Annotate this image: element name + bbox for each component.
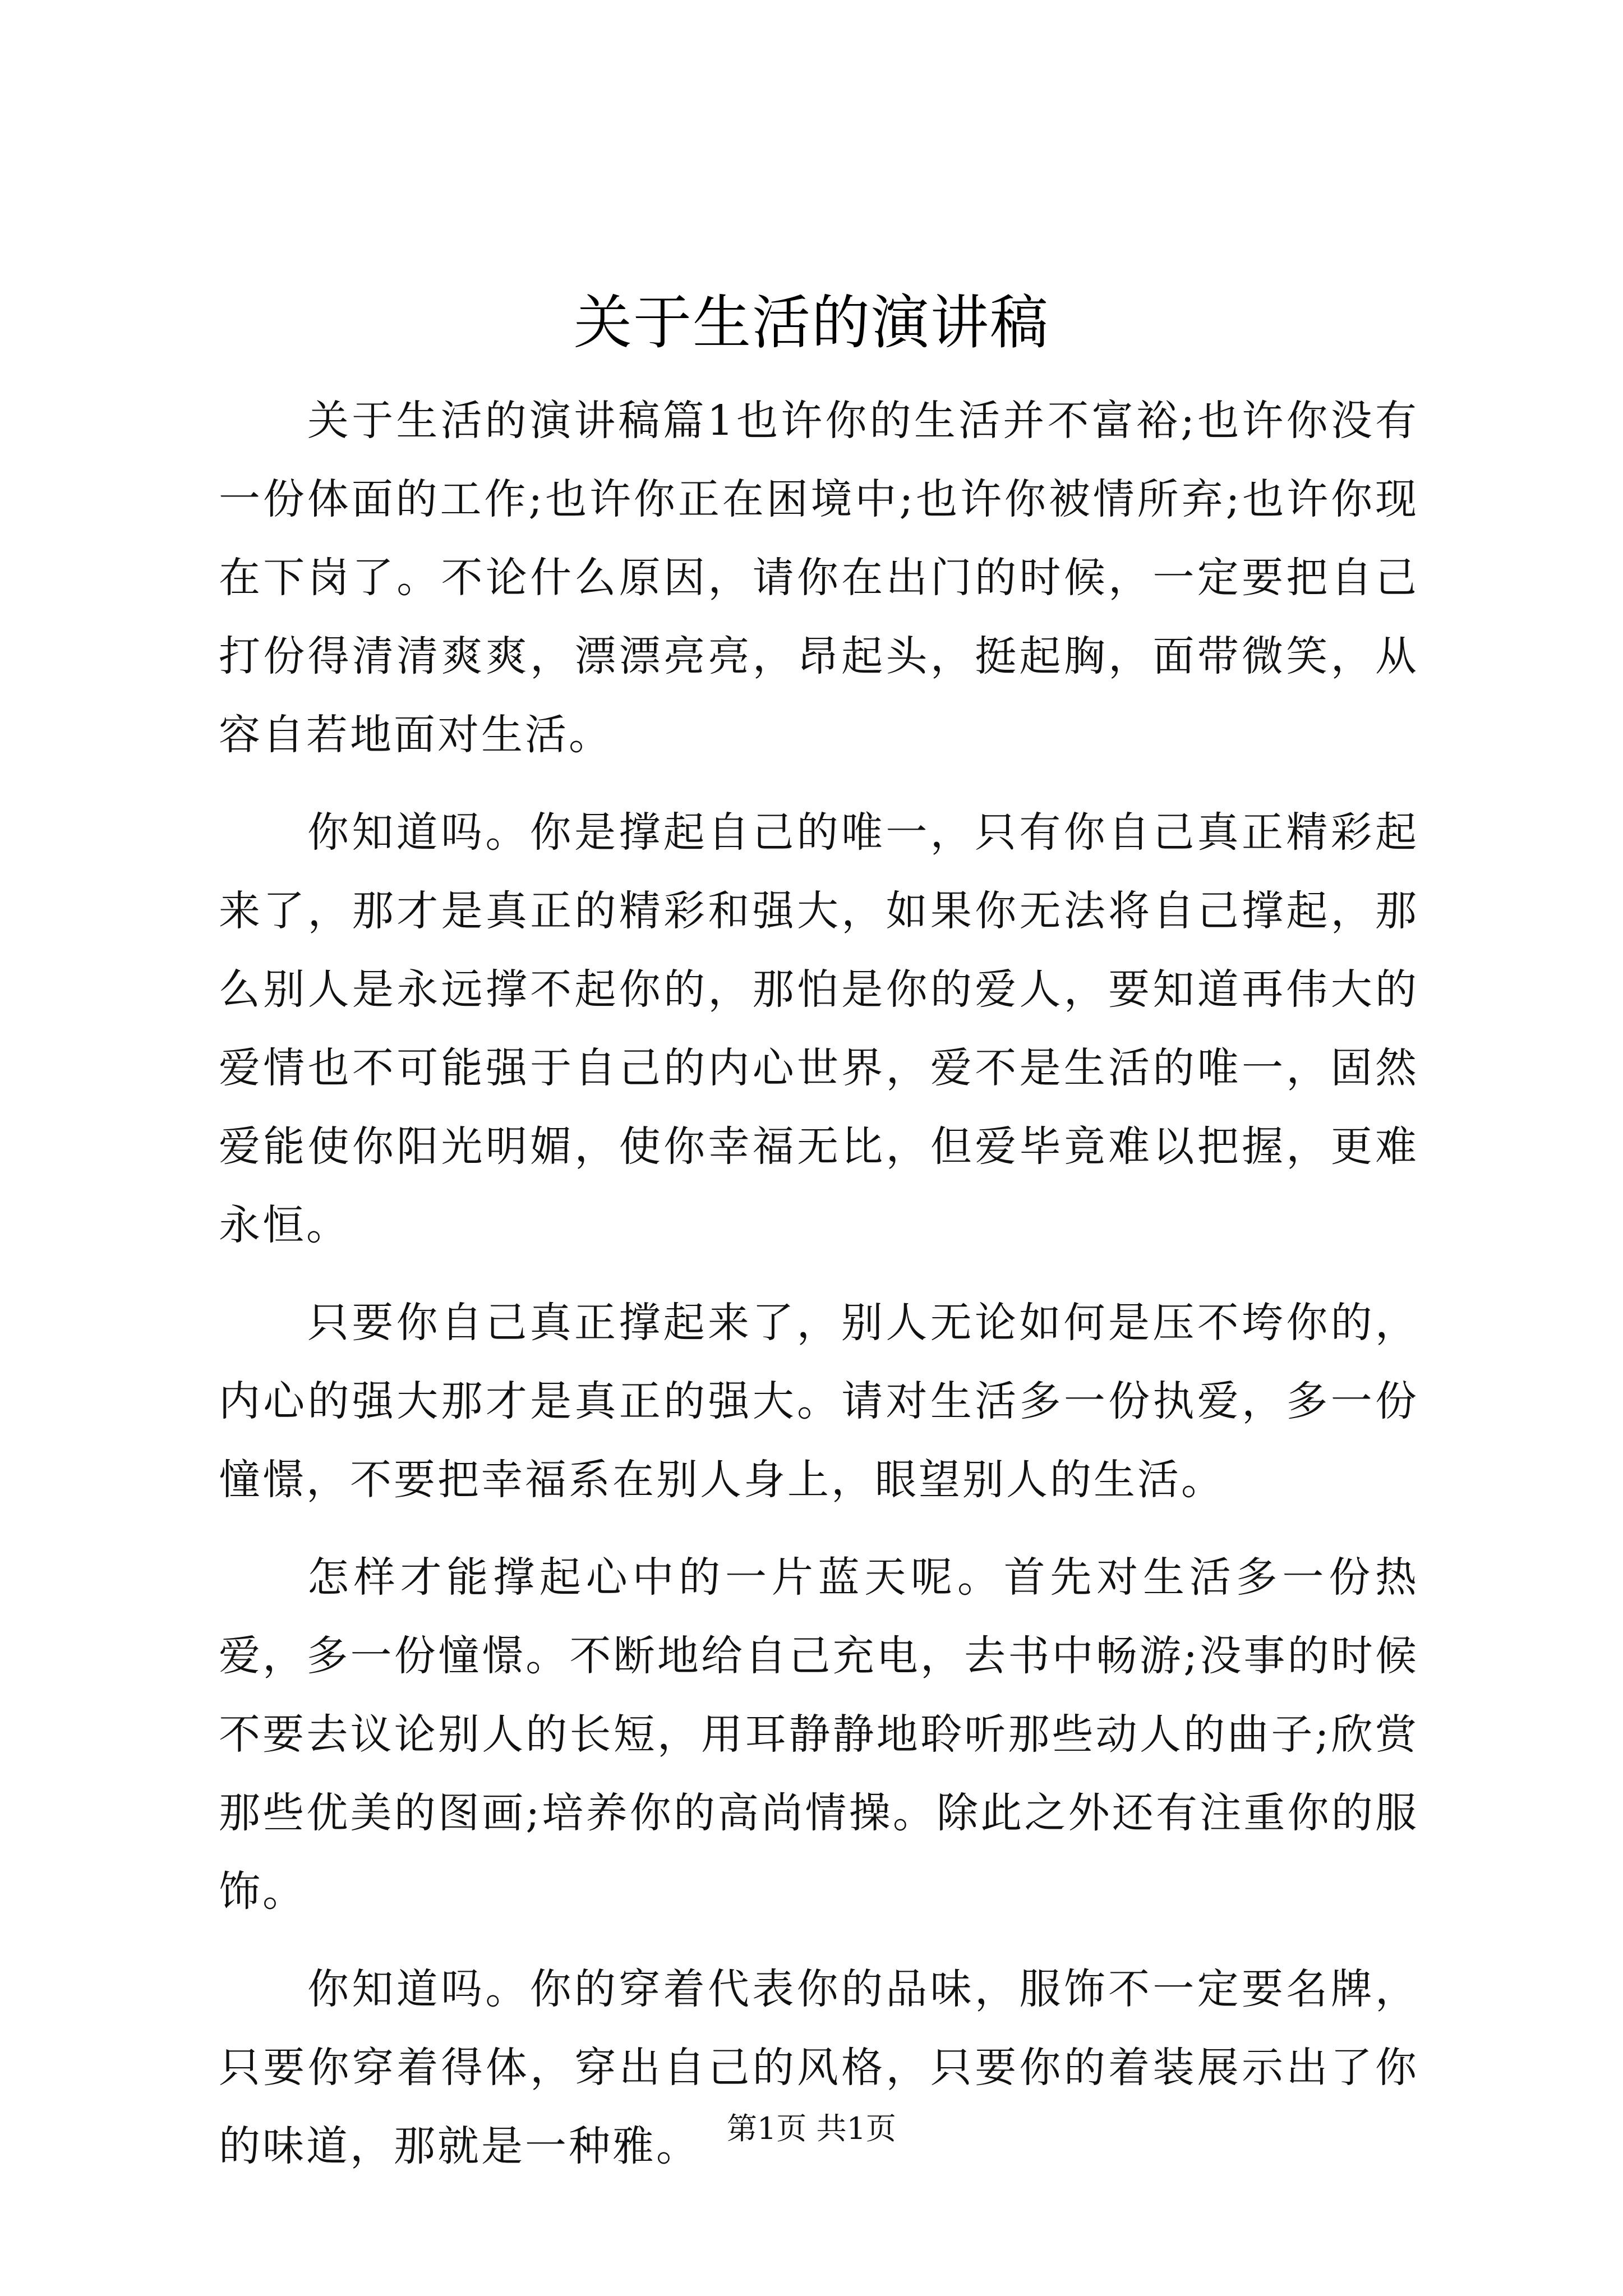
paragraph-2: 你知道吗。你是撑起自己的唯一，只有你自己真正精彩起来了，那才是真正的精彩和强大，如果你无法将自己撑起，那么别人是永远撑不起你的，那怕是你的爱人，要知道再伟大的爱情也不可能强于自己的内心世界，爱不是生活的唯一，固然爱能使你阳光明媚，使你幸福无比，但爱毕竟难以把握，更难永恒。 <box>219 808 1419 1249</box>
document-body <box>219 381 1419 2205</box>
paragraph-4: 怎样才能撑起心中的一片蓝天呢。首先对生活多一份热爱，多一份憧憬。不断地给自己充电，去书中畅游;没事的时候不要去议论别人的长短，用耳静静地聆听那些动人的曲子;欣赏那些优美的图画;培养你的高尚情操。除此之外还有注重你的服饰。 <box>219 1553 1419 1916</box>
paragraph-1: 关于生活的演讲稿篇1也许你的生活并不富裕;也许你没有一份体面的工作;也许你正在困境中;也许你被情所弃;也许你现在下岗了。不论什么原因，请你在出门的时候，一定要把自己打份得清清爽爽，漂漂亮亮，昂起头，挺起胸，面带微笑，从容自若地面对生活。 <box>219 397 1419 759</box>
page-footer: 第1页 共1页 <box>727 2111 896 2146</box>
paragraph-5: 你知道吗。你的穿着代表你的品味，服饰不一定要名牌，只要你穿着得体，穿出自己的风格，只要你的着装展示出了你的味道，那就是一种雅。 <box>219 1965 1419 2170</box>
document-title: 关于生活的演讲稿 <box>573 288 1049 357</box>
paragraph-3: 只要你自己真正撑起来了，别人无论如何是压不垮你的，内心的强大那才是真正的强大。请对生活多一份执爱，多一份憧憬，不要把幸福系在别人身上，眼望别人的生活。 <box>219 1299 1419 1504</box>
